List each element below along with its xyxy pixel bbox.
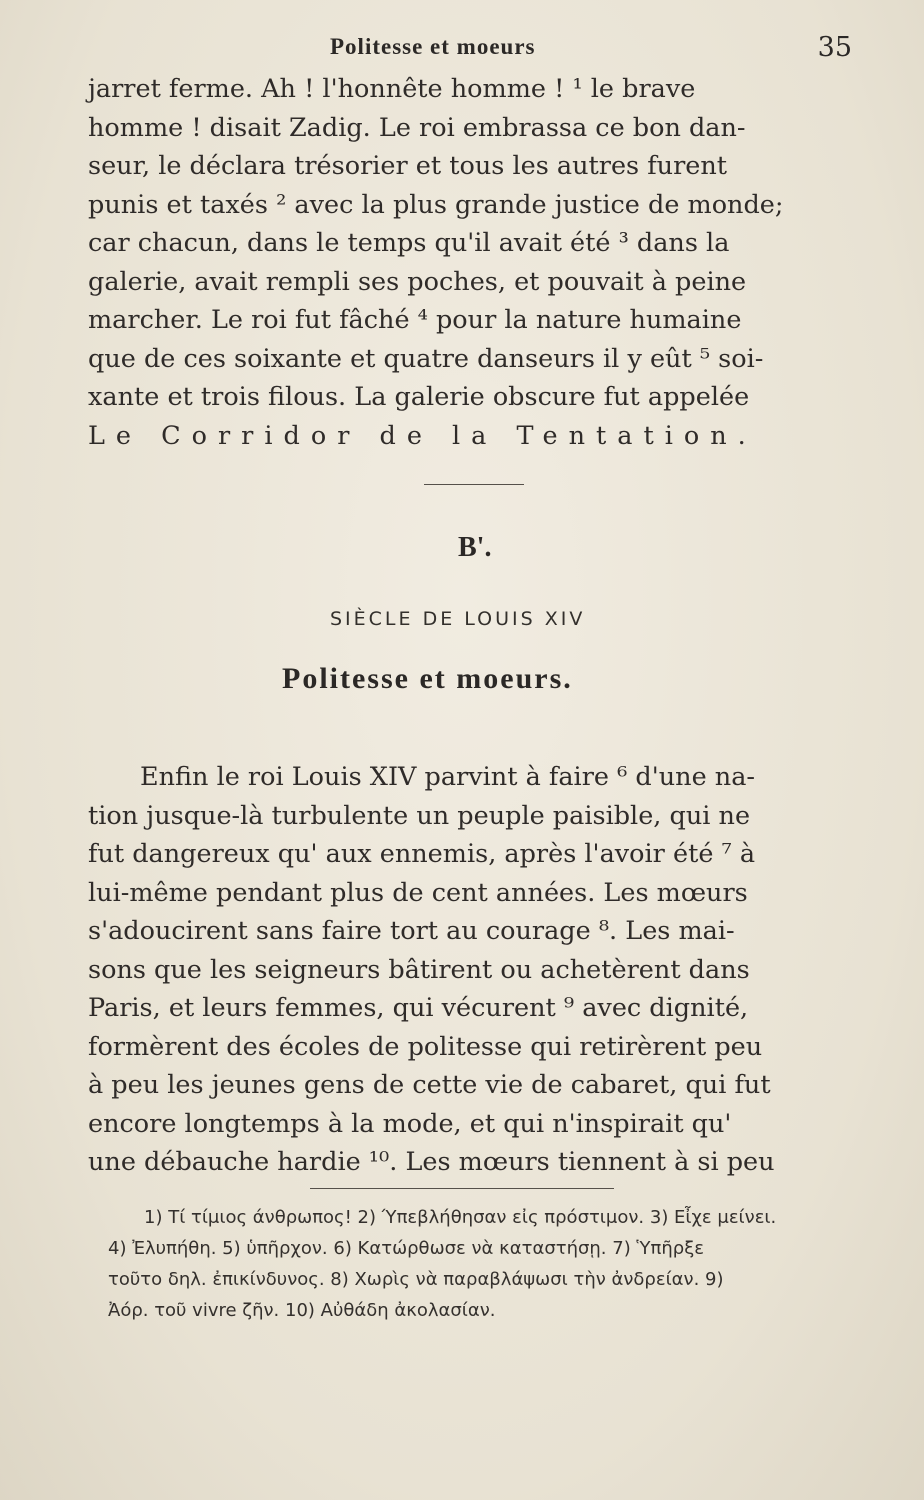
text-line: car chacun, dans le temps qu'il avait été ³ dans la — [88, 228, 730, 258]
footnote-line: τοῦτο δηλ. ἐπικίνδυνος. 8) Χωρὶς νὰ παραβλάψωσι τὴν ἀνδρείαν. 9) — [108, 1269, 724, 1290]
text-line: marcher. Le roi fut fâché ⁴ pour la nature humaine — [88, 305, 742, 335]
century-heading: SIÈCLE DE LOUIS XIV — [330, 608, 586, 630]
text-line: Enfin le roi Louis XIV parvint à faire ⁶ d'une na- — [140, 762, 756, 792]
passage-two — [88, 758, 868, 1182]
text-line: sons que les seigneurs bâtirent ou achetèrent dans — [88, 954, 750, 985]
text-line: lui-même pendant plus de cent années. Les mœurs — [88, 877, 748, 908]
text-line: une débauche hardie ¹⁰. Les mœurs tiennent à si peu — [88, 1147, 775, 1177]
text-line: punis et taxés ² avec la plus grande justice de monde; — [88, 189, 784, 220]
section-letter: B'. — [458, 532, 492, 563]
text-line: xante et trois filous. La galerie obscure fut appelée — [88, 382, 750, 412]
footnote-line: 4) Ἐλυπήθη. 5) ὑπῆρχον. 6) Κατώρθωσε νὰ καταστήσῃ. 7) Ὑπῆρξε — [108, 1238, 704, 1259]
text-line: galerie, avait rempli ses poches, et pouvait à peine — [88, 266, 747, 297]
text-line: seur, le déclara trésorier et tous les autres furent — [88, 151, 728, 181]
text-line: que de ces soixante et quatre danseurs il y eût ⁵ soi- — [88, 343, 764, 374]
text-line: formèrent des écoles de politesse qui retirèrent peu — [88, 1031, 763, 1062]
footnote-line: Ἀόρ. τοῦ vivre ζῆν. 10) Αὐθάδη ἀκολασίαν. — [108, 1300, 496, 1321]
page-number: 35 — [817, 32, 852, 63]
text-line: Le Corridor de la Tentation. — [88, 420, 757, 451]
text-line: Paris, et leurs femmes, qui vécurent ⁹ avec dignité, — [88, 993, 749, 1023]
text-line: homme ! disait Zadig. Le roi embrassa ce bon dan- — [88, 112, 746, 143]
footnote-divider — [310, 1188, 614, 1189]
footnotes — [108, 1202, 878, 1326]
section-title: Politesse et moeurs. — [282, 662, 573, 695]
text-line: s'adoucirent sans faire tort au courage ⁸. Les mai- — [88, 916, 735, 946]
section-divider — [424, 484, 524, 485]
text-line: encore longtemps à la mode, et qui n'inspirait qu' — [88, 1108, 732, 1139]
footnote-line: 1) Τί τίμιος άνθρωπος! 2) Ύπεβλήθησαν εἰς πρόστιμον. 3) Εἶχε μείνει. — [144, 1207, 777, 1228]
text-line: tion jusque-là turbulente un peuple paisible, qui ne — [88, 800, 751, 831]
text-line: jarret ferme. Ah ! l'honnête homme ! ¹ le brave — [88, 74, 696, 104]
text-line: à peu les jeunes gens de cette vie de cabaret, qui fut — [88, 1070, 771, 1100]
text-line: fut dangereux qu' aux ennemis, après l'avoir été ⁷ à — [88, 839, 756, 869]
running-title: Politesse et moeurs — [330, 34, 536, 59]
passage-one — [88, 70, 868, 455]
